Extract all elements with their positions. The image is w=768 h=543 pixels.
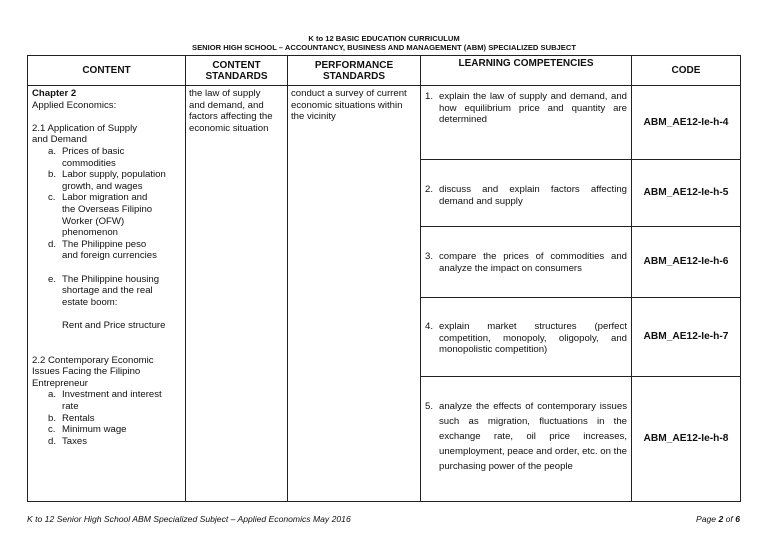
competency-cell: 5. analyze the effects of contemporary issues such as migration, fluctuations in the exchange rate, oil price increases, unemployment, peace and order, etc. on the purchasing power of the people <box>421 377 632 502</box>
table-header-row <box>28 56 741 86</box>
list-item: c. Minimum wage <box>48 424 127 436</box>
competency-cell: 2. discuss and explain factors affecting demand and supply <box>421 160 632 227</box>
rent-price-item: Rent and Price structure <box>62 319 166 331</box>
list-item: d. Taxes <box>48 435 88 447</box>
footer-left: K to 12 Senior High School ABM Specialized Subject – Applied Economics May 2016 <box>27 514 351 524</box>
section-heading: Entrepreneur <box>32 377 88 389</box>
list-item: e. The Philippine housing shortage and the real estate boom: <box>48 273 160 308</box>
section-heading: 2.2 Contemporary Economic <box>32 354 154 366</box>
doc-title: K to 12 BASIC EDUCATION CURRICULUM <box>308 34 460 43</box>
list-item: d. The Philippine peso and foreign currencies <box>48 238 157 262</box>
section-heading: 2.1 Application of Supply <box>32 122 138 134</box>
code-cell: ABM_AE12-Ie-h-7 <box>632 298 741 377</box>
table-row <box>28 86 741 160</box>
list-item: c. Labor migration and the Overseas Filipino Worker (OFW) phenomenon <box>48 192 153 239</box>
col-header-content: CONTENT <box>28 56 186 86</box>
col-header-learning-competencies: LEARNING COMPETENCIES <box>421 56 632 86</box>
content-standards-cell: the law of supply and demand, and factors affecting the economic situation <box>186 86 288 502</box>
competency-cell: 1. explain the law of supply and demand, and how equilibrium price and quantity are determined <box>421 86 632 160</box>
code-cell: ABM_AE12-Ie-h-6 <box>632 227 741 298</box>
section-heading: and Demand <box>32 134 87 146</box>
col-header-performance-standards: PERFORMANCE STANDARDS <box>288 56 421 86</box>
competency-cell: 3. compare the prices of commodities and analyze the impact on consumers <box>421 227 632 298</box>
list-item: b. Labor supply, population growth, and wages <box>48 169 166 192</box>
code-cell: ABM_AE12-Ie-h-4 <box>632 86 741 160</box>
page-number: Page 2 of 6 <box>696 514 740 524</box>
section-heading: Issues Facing the Filipino <box>32 366 141 378</box>
competency-cell: 4. explain market structures (perfect competition, monopoly, oligopoly, and monopolistic competition) <box>421 298 632 377</box>
list-item: a. Prices of basic commodities <box>48 145 125 169</box>
doc-subtitle: SENIOR HIGH SCHOOL – ACCOUNTANCY, BUSINESS AND MANAGEMENT (ABM) SPECIALIZED SUBJECT <box>192 43 576 52</box>
list-item: a. Investment and interest rate <box>48 389 162 413</box>
subject-name: Applied Economics: <box>32 99 117 111</box>
curriculum-table <box>27 55 741 502</box>
content-cell <box>28 86 186 502</box>
col-header-code: CODE <box>632 56 741 86</box>
chapter-title: Chapter 2 <box>32 88 77 99</box>
code-cell: ABM_AE12-Ie-h-8 <box>632 377 741 502</box>
code-cell: ABM_AE12-Ie-h-5 <box>632 160 741 227</box>
performance-standards-cell: conduct a survey of current economic situations within the vicinity <box>288 86 421 502</box>
list-item: b. Rentals <box>48 412 95 424</box>
col-header-content-standards: CONTENT STANDARDS <box>186 56 288 86</box>
